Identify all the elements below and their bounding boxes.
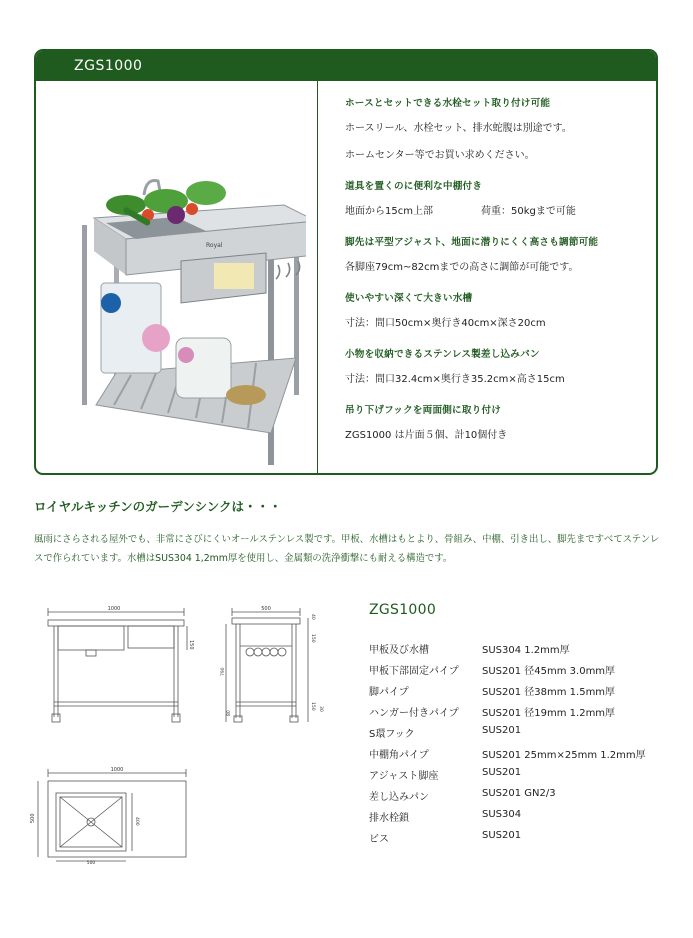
spec-row (369, 725, 669, 746)
spec-part: アジャスト脚座 (369, 771, 439, 782)
spec-material: SUS201 (482, 725, 522, 736)
spec-material: SUS201 径38mm 1.5mm厚 (482, 687, 616, 698)
feature-item (345, 178, 645, 217)
spec-material: SUS304 (482, 809, 522, 820)
feature-item (345, 95, 645, 161)
card-divider (317, 81, 318, 473)
feature-item (345, 346, 645, 385)
feature-text: 各脚座79cm~82cmまでの高さに調節が可能です。 (345, 262, 579, 273)
feature-heading: 吊り下げフックを両面側に取り付け (345, 405, 502, 416)
feature-heading: 小物を収納できるステンレス製差し込みパン (345, 349, 540, 360)
spec-row (369, 641, 669, 662)
feature-card (34, 49, 658, 475)
spec-row (369, 662, 669, 683)
plan-sink-depth-label: 400 (134, 817, 139, 826)
spec-part: 脚パイプ (369, 687, 409, 698)
spec-row (369, 767, 669, 788)
feature-heading: 脚先は平型アジャスト、地面に潜りにくく高さも調節可能 (345, 237, 599, 248)
spec-material: SUS201 GN2/3 (482, 788, 556, 799)
feature-text: 地面から15cm上部 荷重：50kgまで可能 (345, 206, 576, 217)
product-photo (56, 143, 306, 473)
feature-text: 寸法：間口32.4cm×奥行き35.2cm×高さ15cm (345, 374, 565, 385)
feature-heading: 道具を置くのに便利な中棚付き (345, 181, 483, 192)
spec-part: 甲板及び水槽 (369, 645, 429, 656)
spec-material: SUS304 1.2mm厚 (482, 645, 570, 656)
spec-row (369, 746, 669, 767)
spec-material: SUS201 径45mm 3.0mm厚 (482, 666, 616, 677)
side-elevation-drawing (220, 606, 330, 731)
feature-text: ホースリール、水栓セット、排水蛇腹は別途です。 (345, 123, 572, 134)
spec-part: S環フック (369, 729, 415, 740)
spec-row (369, 704, 669, 725)
feature-text: 寸法：間口50cm×奥行き40cm×深さ20cm (345, 318, 546, 329)
plan-depth-label: 500 (30, 813, 36, 823)
side-top-label: 40 (310, 614, 315, 620)
side-shelf-label: 150 (310, 702, 315, 711)
spec-part: 差し込みパン (369, 792, 429, 803)
spec-part: 排水栓鎖 (369, 813, 409, 824)
plan-sink-width-label: 500 (86, 861, 96, 865)
spec-part: 甲板下部固定パイプ (369, 666, 459, 677)
feature-list (345, 95, 645, 458)
feature-item (345, 290, 645, 329)
spec-part: ビス (369, 834, 389, 845)
feature-item (345, 402, 645, 441)
front-elevation-drawing (44, 602, 194, 732)
plan-drawing (24, 765, 190, 865)
front-width-label: 1000 (107, 606, 121, 612)
feature-heading: 使いやすい深くて大きい水槽 (345, 293, 473, 304)
photo-brand-label: Royal (206, 242, 223, 249)
side-sink-label: 150 (310, 634, 315, 643)
side-foot-label: 80 (227, 710, 232, 716)
side-width-label: 500 (261, 606, 271, 612)
intro-heading: ロイヤルキッチンのガーデンシンクは・・・ (34, 499, 282, 514)
spec-material: SUS201 25mm×25mm 1.2mm厚 (482, 750, 646, 761)
spec-material: SUS201 (482, 830, 522, 841)
spec-part: ハンガー付きパイプ (369, 708, 459, 719)
feature-text: ZGS1000 は片面５個、計10個付き (345, 430, 508, 441)
spec-part: 中棚角パイプ (369, 750, 429, 761)
spec-title: ZGS1000 (369, 602, 437, 618)
spec-row (369, 830, 669, 851)
feature-text: ホームセンター等でお買い求めください。 (345, 150, 535, 161)
feature-heading: ホースとセットできる水栓セット取り付け可能 (345, 98, 551, 109)
spec-material: SUS201 (482, 767, 522, 778)
model-badge: ZGS1000 (36, 51, 656, 81)
front-height-label: 150 (188, 640, 194, 650)
spec-row (369, 683, 669, 704)
intro-paragraph: 風雨にさらされる屋外でも、非常にさびにくいオールステンレス製です。甲板、水槽はもとより、骨組み、中棚、引き出し、脚先まですべてステンレスで作られています。水槽はSUS304 1,2mm厚を使用し、金属類の洗浄衝撃にも耐える構造です。 (34, 534, 660, 564)
feature-item (345, 234, 645, 273)
spec-row (369, 809, 669, 830)
spec-row (369, 788, 669, 809)
plan-width-label: 1000 (110, 767, 124, 773)
spec-material: SUS201 径19mm 1.2mm厚 (482, 708, 616, 719)
side-adjust-label: 30 (318, 706, 323, 712)
side-height-label: 790 (221, 667, 226, 676)
spec-table (369, 641, 669, 851)
